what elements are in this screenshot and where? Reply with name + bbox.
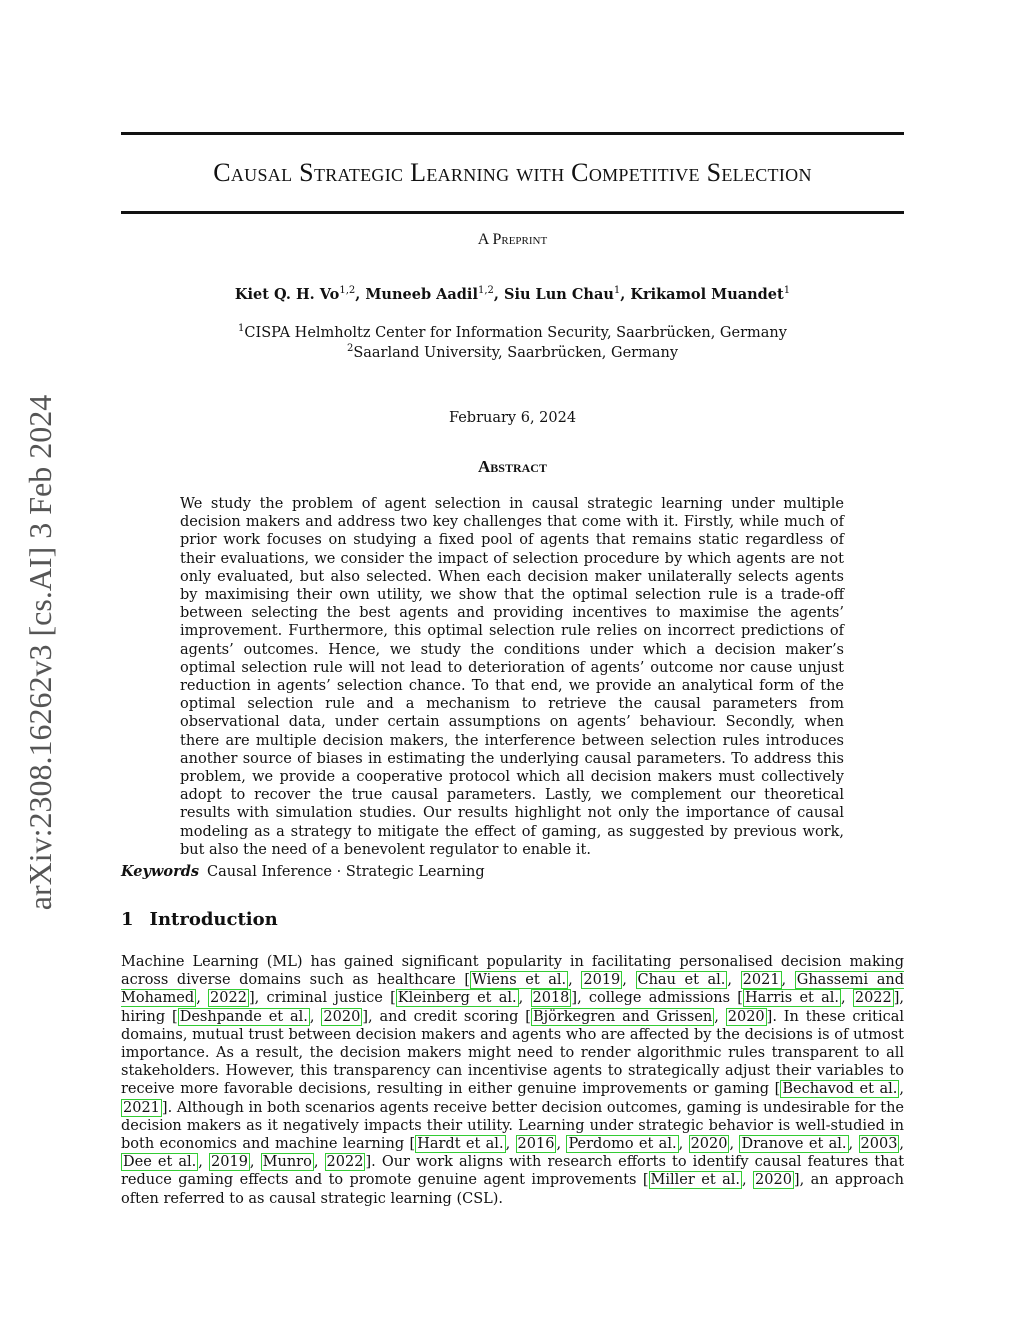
preprint-label: A Preprint (477, 231, 548, 248)
author: Krikamol Muandet$^1$ (630, 285, 791, 303)
title-rule-bottom (121, 211, 904, 214)
keywords-list: Causal Inference · Strategic Learning (207, 864, 485, 880)
author: Kiet Q. H. Vo$^{1,2}$ (234, 285, 356, 303)
intro-text-segment: ]. In these critical domains, mutual trust between decision makers and agents who are affected by the decisions is of utmost importance. As a result, the decision makers might need to render algorithmic rules transparent to all stakeholders. However, this transparency can incentivise agents to strategically adjust their variables to receive more favorable decisions, resulting in either genuine improvements or gaming [ (121, 1008, 904, 1098)
citation-link[interactable]: 2020 (690, 1136, 728, 1153)
arxiv-sidebar-stamp (18, 372, 64, 932)
citation-link[interactable]: 2022 (210, 990, 247, 1007)
intro-text-segment: ]. Although in both scenarios agents receive better decision outcomes, gaming is undesirable for the decision makers as it negatively impacts their utility. Learning under strategic behavior is well-studied in both economics and machine learning [ (121, 1099, 904, 1153)
publication-date: February 6, 2024 (448, 410, 577, 426)
citation-link[interactable]: Björkegren and Grissen (532, 1008, 713, 1025)
intro-text-segment: , (309, 1008, 322, 1025)
citation-link[interactable]: 2020 (323, 1008, 361, 1025)
citation-link[interactable]: Wiens et al. (472, 972, 567, 989)
intro-text-segment: , (518, 990, 531, 1007)
intro-text-segment: Machine Learning (ML) has gained significant popularity in facilitating personalised decision making across diverse domains such as healthcare [ (121, 954, 904, 989)
intro-text-segment: ], an approach often referred to as causal strategic learning (CSL). (121, 1172, 904, 1207)
keywords (121, 863, 485, 880)
intro-text-segment: ]. Our work aligns with research efforts to identify causal features that reduce gaming effects and to promote genuine agent improvements [ (121, 1154, 905, 1189)
intro-text-segment: , (899, 1081, 905, 1098)
section-number: 1 (121, 909, 134, 930)
intro-text-segment: , (840, 990, 853, 1007)
intro-text-segment: ], hiring [ (121, 990, 905, 1025)
keywords-label: Keywords (121, 863, 200, 880)
abstract-heading: Abstract (478, 457, 547, 476)
intro-text-segment: ], and credit scoring [ (362, 1008, 531, 1025)
citation-link[interactable]: Miller et al. (650, 1172, 740, 1189)
citation-link[interactable]: Harris et al. (744, 990, 839, 1007)
intro-text-segment: , (568, 972, 582, 989)
intro-text-segment: , (741, 1172, 754, 1189)
author-list: Kiet Q. H. Vo$^{1,2}$, Muneeb Aadil$^{1,2}$, Siu Lun Chau$^1$, Krikamol Muandet$^1$ (234, 285, 791, 303)
citation-link[interactable]: 2016 (517, 1136, 555, 1153)
citation-link[interactable]: 2003 (860, 1136, 898, 1153)
intro-text-segment: ], criminal justice [ (248, 990, 396, 1007)
title-rule-top (121, 132, 904, 135)
citation-link[interactable]: 2020 (727, 1008, 765, 1025)
paper-title: Causal Strategic Learning with Competitive Selection (213, 158, 812, 187)
citation-link[interactable]: Kleinberg et al. (397, 990, 517, 1007)
citation-link[interactable]: Ghassemi and Mohamed (121, 972, 905, 1007)
citation-link[interactable]: 2022 (326, 1154, 364, 1171)
abstract-text: We study the problem of agent selection in causal strategic learning under multiple decision makers and address two key challenges that come with it. Firstly, while much of prior work focuses on studying a fixed pool of agents that remains static regardless of their evaluations, we consider the impact of selection procedure by which agents are not only evaluated, but also selected. When each decision maker unilaterally selects agents by maximising their own utility, we show that the optimal selection rule is a trade-off between selecting the best agents and providing incentives to maximise the agents’ improvement. Furthermore, this optimal selection rule relies on incorrect predictions of agents’ outcomes. Hence, we study the conditions under which a decision maker’s optimal selection rule will not lead to deterioration of agents’ outcome nor cause unjust reduction in agents’ selection chance. To that end, we provide an analytical form of the optimal selection rule and a mechanism to retrieve the causal parameters from observational data, under certain assumptions on agents’ behaviour. Secondly, when there are multiple decision makers, the interference between selection rules introduces another source of biases in estimating the underlying causal parameters. To address this problem, we provide a cooperative protocol which all decision makers must collectively adopt to recover the true causal parameters. Lastly, we complement our theoretical results with simulation studies. Our results highlight not only the importance of causal modeling as a strategy to mitigate the effect of gaming, as suggested by previous work, but also the need of a benevolent regulator to enable it. (180, 496, 844, 858)
citation-link[interactable]: 2019 (211, 1154, 248, 1171)
section-heading (121, 909, 278, 930)
intro-text-segment: , (729, 1136, 740, 1153)
citation-link[interactable]: 2020 (755, 1172, 792, 1189)
section-title: Introduction (149, 909, 278, 930)
citation-link[interactable]: Hardt et al. (417, 1136, 504, 1153)
intro-text-segment: , (781, 972, 795, 989)
citation-link[interactable]: 2021 (742, 972, 780, 989)
citation-link[interactable]: 2021 (123, 1099, 160, 1116)
intro-text-segment: , (249, 1154, 261, 1171)
intro-text-segment: , (198, 1154, 210, 1171)
author: Muneeb Aadil$^{1,2}$ (365, 285, 494, 303)
citation-link[interactable]: Dee et al. (123, 1154, 197, 1171)
introduction-paragraph (121, 953, 904, 1208)
citation-link[interactable]: Chau et al. (637, 972, 726, 989)
arxiv-id: arXiv:2308.16262v3 [cs.AI] 3 Feb 2024 (22, 394, 59, 910)
intro-text-segment: , (505, 1136, 516, 1153)
intro-text-segment: ], college admissions [ (571, 990, 743, 1007)
citation-link[interactable]: Munro (262, 1154, 312, 1171)
citation-link[interactable]: 2018 (532, 990, 570, 1007)
intro-text-segment: , (313, 1154, 325, 1171)
author: Siu Lun Chau$^1$ (503, 285, 621, 303)
citation-link[interactable]: Bechavod et al. (782, 1081, 898, 1098)
citation-link[interactable]: Dranove et al. (741, 1136, 847, 1153)
intro-text-segment: , (196, 990, 209, 1007)
intro-text-segment: , (727, 972, 741, 989)
intro-text-segment: , (848, 1136, 859, 1153)
citation-link[interactable]: 2022 (854, 990, 892, 1007)
intro-text-segment: , (714, 1008, 726, 1025)
intro-text-segment: , (899, 1136, 905, 1153)
citation-link[interactable]: Perdomo et al. (568, 1136, 677, 1153)
affiliation: $^2$Saarland University, Saarbrücken, Germany (346, 343, 679, 361)
intro-text-segment: , (556, 1136, 567, 1153)
citation-link[interactable]: Deshpande et al. (179, 1008, 308, 1025)
intro-text-segment: , (678, 1136, 689, 1153)
affiliation: $^1$CISPA Helmholtz Center for Information Security, Saarbrücken, Germany (238, 323, 787, 341)
citation-link[interactable]: 2019 (583, 972, 621, 989)
intro-text-segment: , (622, 972, 636, 989)
